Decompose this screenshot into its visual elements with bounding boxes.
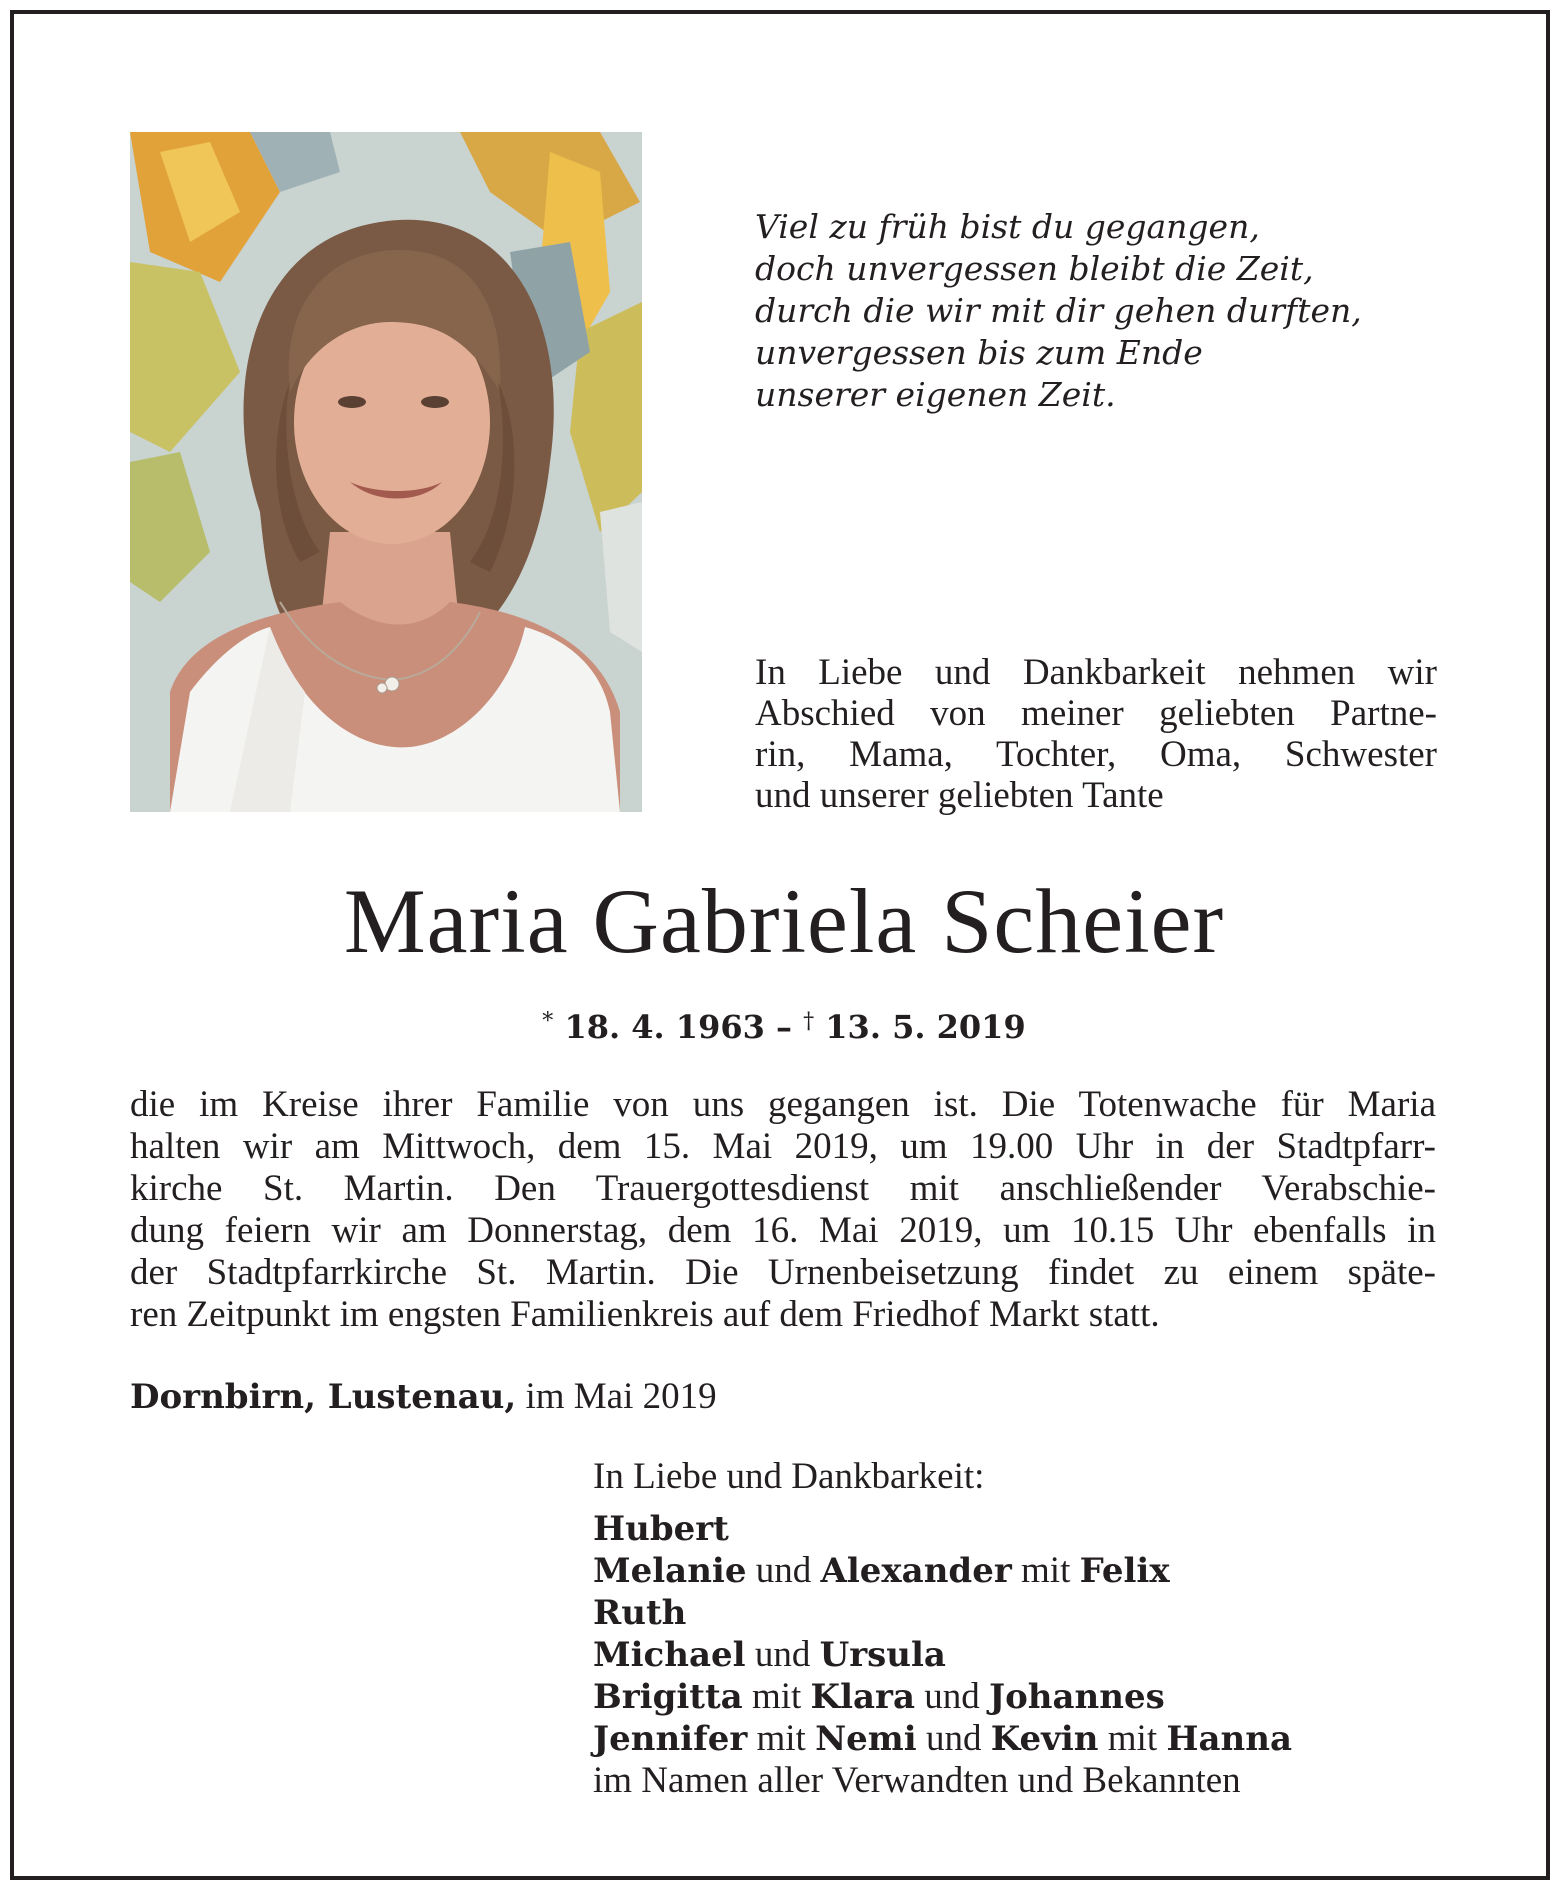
signature-row: [593, 1676, 1493, 1718]
poem-line: durch die wir mit dir gehen durften,: [755, 291, 1362, 330]
signature-row: [593, 1592, 1493, 1634]
connector-text: und: [915, 1676, 989, 1717]
mourner-name: Ursula: [819, 1635, 946, 1675]
signature-closing: im Namen aller Verwandten und Bekannten: [593, 1760, 1241, 1801]
mourner-name: Hanna: [1166, 1719, 1292, 1759]
deceased-name: Maria Gabriela Scheier: [343, 870, 1225, 972]
mourner-name: Alexander: [820, 1551, 1012, 1591]
mourner-name: Klara: [810, 1677, 915, 1717]
poem-line: doch unvergessen bleibt die Zeit,: [755, 249, 1314, 288]
mourner-name: Ruth: [593, 1593, 687, 1633]
connector-text: und: [916, 1718, 991, 1759]
connector-text: mit: [1011, 1550, 1080, 1591]
memorial-poem: [755, 206, 1455, 416]
body-line: kirche St. Martin. Den Trauergottesdienst mit anschließender Verabschie-: [130, 1168, 1436, 1209]
body-line: halten wir am Mittwoch, dem 15. Mai 2019, um 19.00 Uhr in der Stadtpfarr-: [130, 1126, 1436, 1167]
death-date: 13. 5. 2019: [825, 1008, 1026, 1046]
life-dates: [0, 1000, 1568, 1049]
mourner-name: Johannes: [989, 1677, 1165, 1717]
connector-text: mit: [742, 1676, 811, 1717]
body-line: der Stadtpfarrkirche St. Martin. Die Urnenbeisetzung findet zu einem späte-: [130, 1252, 1436, 1293]
funeral-details: [130, 1084, 1436, 1336]
body-line: die im Kreise ihrer Familie von uns gegangen ist. Die Totenwache für Maria: [130, 1084, 1436, 1125]
signature-row: [593, 1550, 1493, 1592]
mourner-name: Felix: [1079, 1551, 1170, 1591]
signature-row: [593, 1718, 1493, 1760]
birth-mark: *: [542, 1009, 554, 1034]
intro-paragraph: [755, 652, 1437, 816]
mourner-name: Kevin: [990, 1719, 1099, 1759]
poem-line: unserer eigenen Zeit.: [755, 375, 1116, 414]
intro-line: In Liebe und Dankbarkeit nehmen wir: [755, 652, 1437, 693]
poem-line: Viel zu früh bist du gegangen,: [755, 207, 1260, 246]
connector-text: mit: [1098, 1718, 1167, 1759]
death-mark: †: [803, 1009, 815, 1034]
body-line: ren Zeitpunkt im engsten Familienkreis auf dem Friedhof Markt statt.: [130, 1294, 1160, 1335]
connector-text: und: [746, 1550, 821, 1591]
mourner-name: Hubert: [593, 1509, 729, 1549]
place-and-date: [130, 1376, 717, 1418]
mourner-name: Brigitta: [593, 1677, 743, 1717]
intro-line: rin, Mama, Tochter, Oma, Schwester: [755, 734, 1437, 775]
mourner-name: Nemi: [815, 1719, 917, 1759]
mourner-name: Melanie: [593, 1551, 747, 1591]
mourner-name: Michael: [593, 1635, 746, 1675]
connector-text: und: [745, 1634, 820, 1675]
intro-line: und unserer geliebten Tante: [755, 775, 1164, 816]
connector-text: mit: [747, 1718, 816, 1759]
poem-line: unvergessen bis zum Ende: [755, 333, 1203, 372]
signature-heading: In Liebe und Dankbarkeit:: [593, 1456, 985, 1497]
signature-names: [593, 1508, 1493, 1760]
place-cities: Dornbirn, Lustenau,: [130, 1377, 517, 1417]
mourner-name: Jennifer: [593, 1719, 748, 1759]
signature-row: [593, 1634, 1493, 1676]
portrait-photo: [130, 132, 642, 812]
signature-block: [593, 1456, 1493, 1802]
intro-line: Abschied von meiner geliebten Partne-: [755, 693, 1437, 734]
place-date: im Mai 2019: [525, 1376, 717, 1417]
birth-date: 18. 4. 1963 –: [564, 1008, 792, 1046]
body-line: dung feiern wir am Donnerstag, dem 16. Mai 2019, um 10.15 Uhr ebenfalls in: [130, 1210, 1436, 1251]
signature-row: [593, 1508, 1493, 1550]
